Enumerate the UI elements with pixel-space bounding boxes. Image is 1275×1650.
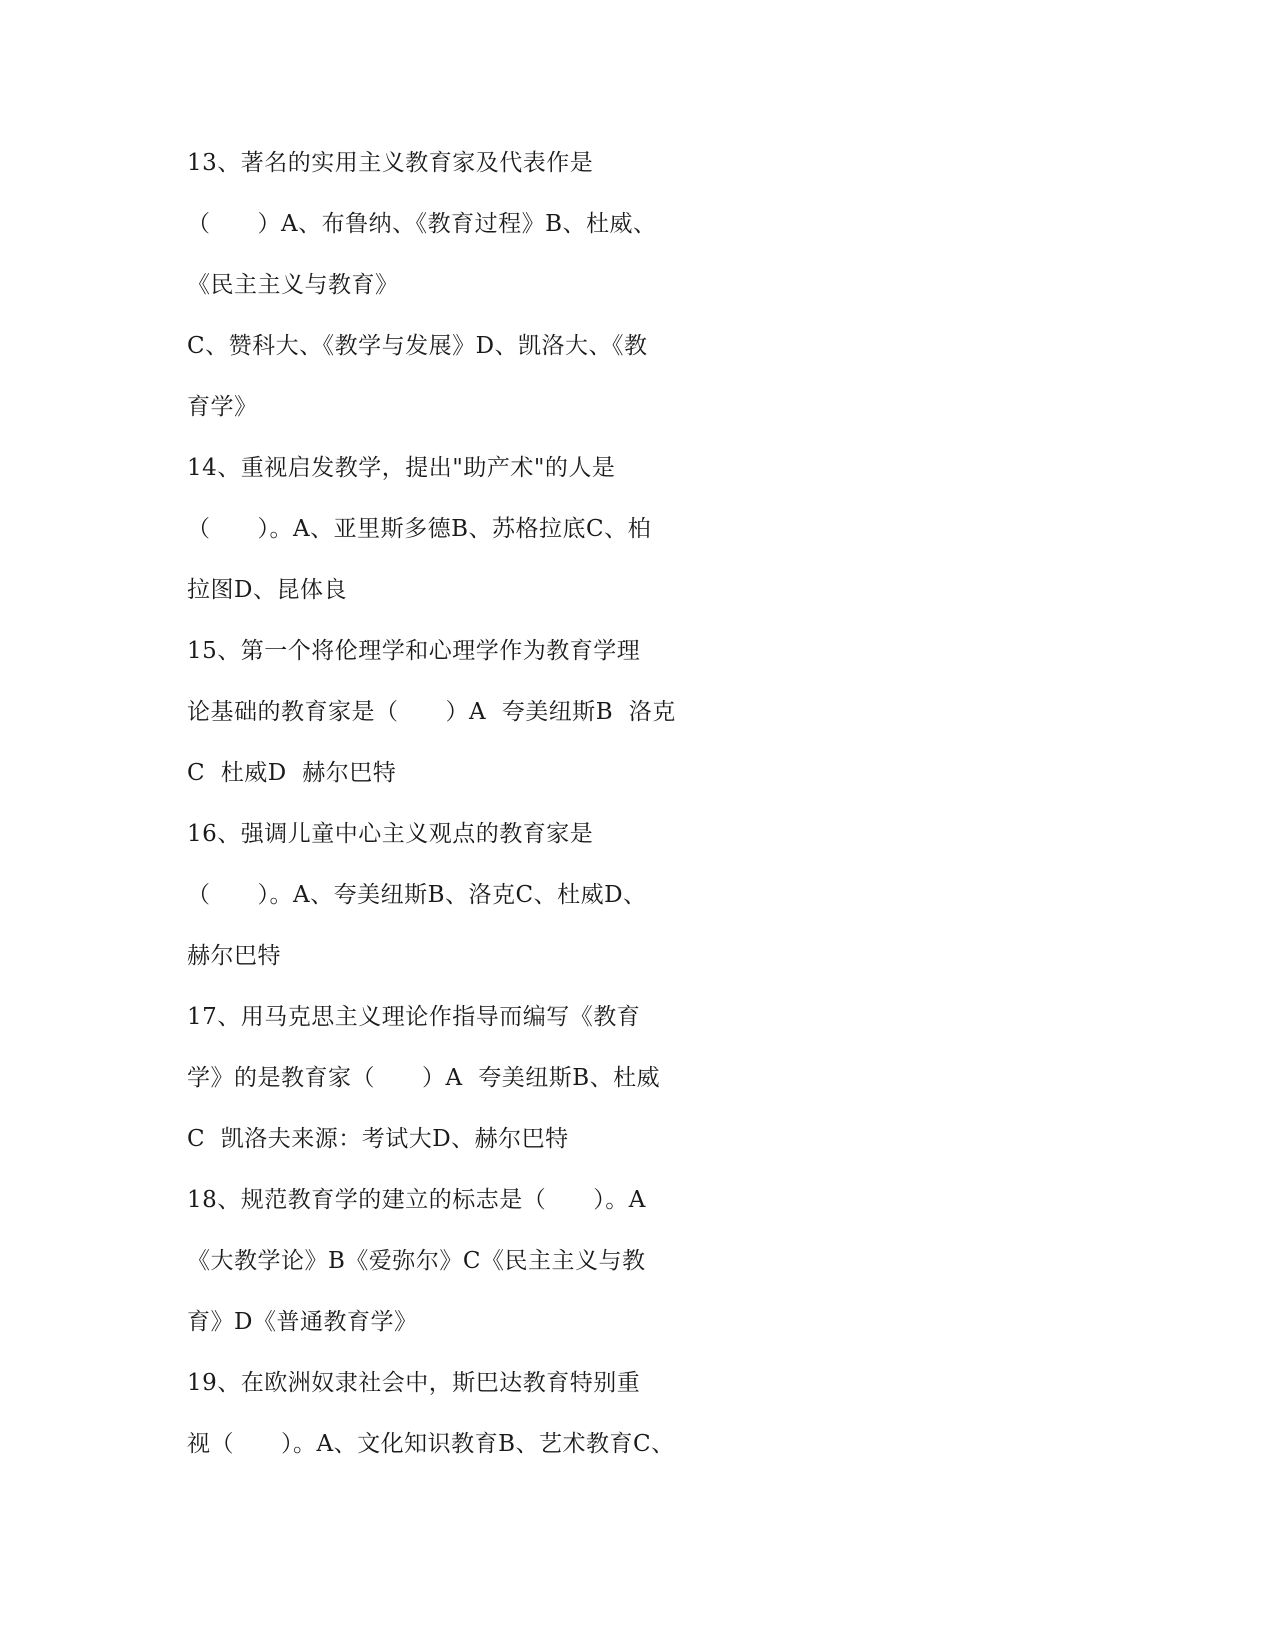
question-19-line-2: 视（ ）。A、文化知识教育B、艺术教育C、 bbox=[187, 1431, 675, 1457]
document-body bbox=[187, 140, 747, 1482]
question-15-line-2: 论基础的教育家是（ ）A 夸美纽斯B 洛克 bbox=[187, 699, 676, 725]
question-13-line-4: C、赞科大、《教学与发展》D、凯洛大、《教 bbox=[187, 333, 648, 359]
question-18-line-1: 18、规范教育学的建立的标志是（ ）。A bbox=[187, 1187, 646, 1213]
question-13-line-5: 育学》 bbox=[187, 394, 258, 420]
question-17-line-2: 学》的是教育家（ ）A 夸美纽斯B、杜威 bbox=[187, 1065, 661, 1091]
question-18-line-3: 育》D《普通教育学》 bbox=[187, 1309, 418, 1335]
question-14-line-1: 14、重视启发教学，提出"助产术"的人是 bbox=[187, 455, 616, 481]
question-16-line-3: 赫尔巴特 bbox=[187, 943, 281, 969]
question-17-line-1: 17、用马克思主义理论作指导而编写《教育 bbox=[187, 1004, 641, 1030]
question-17-line-3: C 凯洛夫来源：考试大D、赫尔巴特 bbox=[187, 1126, 569, 1152]
question-19-line-1: 19、在欧洲奴隶社会中，斯巴达教育特别重 bbox=[187, 1370, 641, 1396]
question-13-line-1: 13、著名的实用主义教育家及代表作是 bbox=[187, 150, 594, 176]
question-15-line-1: 15、第一个将伦理学和心理学作为教育学理 bbox=[187, 638, 641, 664]
question-14-line-2: （ ）。A、亚里斯多德B、苏格拉底C、柏 bbox=[187, 516, 652, 542]
question-16-line-1: 16、强调儿童中心主义观点的教育家是 bbox=[187, 821, 594, 847]
question-18-line-2: 《大教学论》B《爱弥尔》C《民主主义与教 bbox=[187, 1248, 646, 1274]
question-13-line-3: 《民主主义与教育》 bbox=[187, 272, 399, 298]
question-16-line-2: （ ）。A、夸美纽斯B、洛克C、杜威D、 bbox=[187, 882, 647, 908]
question-14-line-3: 拉图D、昆体良 bbox=[187, 577, 347, 603]
question-13-line-2: （ ）A、布鲁纳、《教育过程》B、杜威、 bbox=[187, 211, 657, 237]
question-15-line-3: C 杜威D 赫尔巴特 bbox=[187, 760, 397, 786]
